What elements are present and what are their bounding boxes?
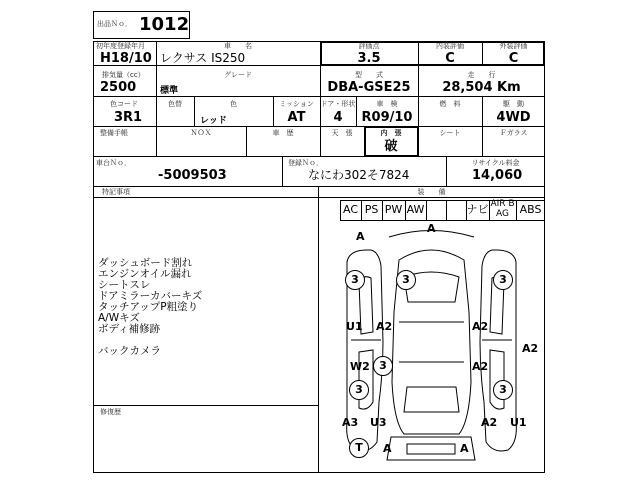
mark-rear-a2: A2: [481, 416, 498, 429]
remark-line: ボディ補修跡: [98, 323, 161, 335]
remark-line: A/Wキズ: [98, 312, 140, 324]
lot-number-box: [93, 11, 190, 39]
mileage-value: 28,504 Km: [442, 80, 521, 95]
inspection-label: 車 検: [376, 100, 398, 108]
remarks-label: 特記事項: [102, 188, 130, 196]
exterior-label: 外装評価: [499, 42, 528, 50]
mark-rear-u1: U1: [510, 416, 527, 429]
grade-label: グレード: [224, 71, 252, 79]
car-name-value: レクサス IS250: [160, 51, 246, 65]
score-value: 3.5: [357, 51, 381, 66]
car-damage-diagram: [319, 222, 544, 472]
year-label: 初年度登録年月: [96, 42, 145, 50]
remark-line: エンジンオイル漏れ: [98, 268, 192, 280]
mark-center-3-mid: 3: [373, 356, 393, 376]
mark-right-a2-front: A2: [472, 320, 489, 333]
mileage-label: 走 行: [467, 71, 496, 79]
year-value: H18/10: [100, 51, 152, 66]
nox-label: ＮＯＸ: [190, 129, 212, 137]
glass-label: Ｆガラス: [499, 129, 528, 137]
color-change-label: 色替: [168, 100, 182, 108]
mark-rear-t: T: [349, 438, 369, 458]
mark-right-3-top: 3: [493, 270, 513, 290]
chassis-label: 車台Ｎｏ．: [96, 159, 131, 167]
model-label: 型 式: [355, 71, 383, 79]
model-value: DBA-GSE25: [327, 80, 411, 95]
remark-line: ドアミラーカバーキズ: [98, 290, 203, 302]
exterior-value: C: [508, 51, 519, 66]
mark-rear-a-right: A: [460, 442, 469, 455]
interior-value: C: [445, 51, 455, 66]
interior-label: 内装評価: [436, 42, 464, 50]
remark-line: バックカメラ: [98, 345, 161, 357]
mark-center-3-top: 3: [396, 270, 416, 290]
lot-label: 出品Ｎｏ．: [97, 20, 132, 28]
displacement-value: 2500: [100, 80, 137, 95]
drive-value: 4WD: [496, 110, 531, 125]
mark-rear-a-left: A: [383, 442, 392, 455]
mark-front-a2: A: [427, 222, 436, 235]
mark-left-a2: A2: [376, 320, 393, 333]
mark-left-3-bot: 3: [349, 380, 369, 400]
manual-label: 整備手帳: [100, 129, 128, 137]
remark-line: タッチアップP粗塗り: [98, 301, 199, 313]
mark-right-a2-mid: A2: [472, 360, 489, 373]
equipment-item-navi: ナビ: [466, 203, 489, 216]
mark-right-3-bot: 3: [493, 380, 513, 400]
registration-value: なにわ302そ7824: [308, 168, 410, 182]
interior-trim-label: 内 張: [380, 129, 402, 137]
equipment-item-pw: PW: [384, 203, 403, 216]
mark-left-3-top: 3: [345, 270, 365, 290]
equipment-item-ac: AC: [342, 203, 358, 216]
repair-label: 修復歴: [100, 408, 121, 416]
equipment-label: 装 備: [417, 188, 446, 196]
equipment-item-aw: AW: [406, 203, 425, 216]
car-name-label: 車 名: [224, 42, 252, 50]
displacement-label: 排気量（cc）: [102, 71, 145, 79]
mark-rear-a3: A3: [342, 416, 359, 429]
mission-value: AT: [287, 110, 306, 125]
mark-front-a1: A: [356, 230, 365, 243]
color-value: レッド: [200, 116, 227, 126]
history-label: 車 歴: [272, 129, 294, 137]
doors-label: ドア・形状: [320, 100, 356, 108]
remark-line: シートスレ: [98, 279, 151, 291]
remark-line: ダッシュボード割れ: [98, 257, 193, 269]
interior-trim-value: 破: [384, 139, 398, 154]
seat-label: シート: [439, 129, 461, 137]
equipment-item-ps: PS: [364, 203, 379, 216]
drive-label: 駆 動: [503, 100, 524, 108]
score-label: 評価点: [358, 42, 380, 50]
fuel-label: 燃 料: [439, 100, 461, 108]
mark-far-right-a2: A2: [522, 342, 539, 355]
registration-label: 登録Ｎｏ．: [288, 159, 323, 167]
equipment-item-airbag: AIR BAG: [490, 199, 515, 219]
recycle-label: リサイクル料金: [471, 159, 520, 167]
recycle-value: 14,060: [472, 168, 523, 183]
ceiling-label: 天 張: [331, 129, 353, 137]
chassis-value: -5009503: [158, 168, 227, 183]
color-code-label: 色コード: [110, 100, 138, 108]
doors-value: 4: [333, 110, 343, 125]
equipment-item-abs: ABS: [519, 203, 542, 216]
lot-number: 1012: [139, 14, 190, 35]
mark-rear-u3: U3: [370, 416, 387, 429]
color-label: 色: [230, 100, 237, 108]
mark-left-w2: W2: [350, 360, 370, 373]
mission-label: ミッション: [279, 100, 314, 108]
color-code-value: 3R1: [114, 110, 143, 125]
grade-value: 標準: [160, 86, 179, 96]
inspection-value: R09/10: [361, 110, 413, 125]
mark-left-u1: U1: [346, 320, 363, 333]
